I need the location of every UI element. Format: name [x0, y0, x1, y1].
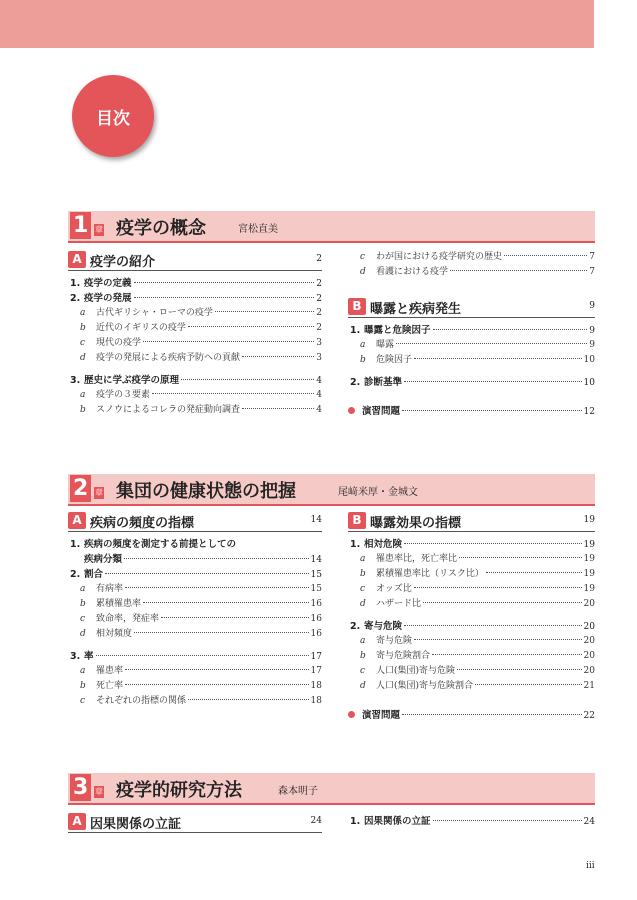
entry-text: 人口(集団)寄与危険: [376, 666, 456, 676]
toc-entry-list: [68, 276, 322, 418]
page-number: iii: [586, 861, 595, 871]
entry-page: 20: [583, 636, 595, 646]
leader-dots: [457, 669, 582, 670]
top-color-band: [0, 0, 594, 48]
entry-page: 2: [316, 323, 322, 333]
entry-index: b: [360, 569, 366, 579]
toc-entry[interactable]: [68, 373, 322, 388]
chapter-author: 森本明子: [278, 786, 318, 797]
toc-entry[interactable]: [348, 537, 595, 552]
entry-text: 診断基準: [364, 377, 403, 388]
chapter-1-header: [68, 211, 595, 243]
entry-text: 相対危険: [364, 539, 403, 550]
leader-dots: [504, 255, 587, 256]
leader-dots: [181, 379, 314, 380]
entry-index: c: [80, 338, 86, 348]
leader-dots: [486, 572, 582, 573]
leader-dots: [96, 655, 309, 656]
entry-page: 16: [310, 599, 322, 609]
entry-index: 1.: [350, 539, 361, 550]
toc-entry[interactable]: [348, 250, 595, 265]
entry-index: c: [360, 252, 366, 262]
chapter-number: 2: [70, 475, 91, 502]
section-title: 因果関係の立証: [90, 817, 182, 832]
entry-text: 寄与危険: [364, 621, 403, 632]
leader-dots: [475, 684, 582, 685]
entry-page: 4: [316, 376, 322, 386]
toc-entry[interactable]: [348, 265, 595, 280]
entry-text: 累積罹患率: [96, 599, 142, 609]
section-letter: B: [348, 512, 366, 529]
entry-page: 19: [583, 569, 595, 579]
toc-entry[interactable]: [348, 375, 595, 390]
toc-entry[interactable]: [348, 552, 595, 567]
entry-page: 20: [583, 622, 595, 632]
leader-dots: [242, 408, 314, 409]
entry-index: d: [80, 353, 86, 363]
section-title: 疾病の頻度の指標: [90, 516, 195, 531]
bullet-icon: [348, 407, 355, 414]
chapter-number: 1: [70, 212, 91, 239]
entry-text: 曝露と危険因子: [364, 325, 431, 336]
toc-entry[interactable]: [68, 403, 322, 418]
leader-dots: [404, 381, 582, 382]
entry-text: 疾病の頻度を測定する前提としての: [84, 539, 237, 550]
toc-entry[interactable]: [68, 276, 322, 291]
leader-dots: [143, 602, 309, 603]
chapter-author: 尾﨑米厚・金城文: [338, 487, 418, 498]
entry-index: c: [80, 696, 86, 706]
entry-page: 17: [310, 666, 322, 676]
toc-entry[interactable]: [68, 649, 322, 664]
toc-entry[interactable]: [348, 649, 595, 664]
toc-entry[interactable]: [348, 353, 595, 368]
toc-entry[interactable]: [68, 627, 322, 642]
entry-text: 疫学の３要素: [96, 390, 151, 400]
entry-page: 15: [310, 584, 322, 594]
toc-entry[interactable]: [348, 814, 595, 829]
toc-entry[interactable]: [348, 567, 595, 582]
entry-index: 2.: [70, 293, 81, 304]
entry-index: b: [80, 405, 86, 415]
section-title: 曝露と疾病発生: [370, 302, 462, 317]
entry-text: 有病率: [96, 584, 124, 594]
toc-entry[interactable]: [68, 306, 322, 321]
toc-entry[interactable]: [348, 664, 595, 679]
entry-text: 死亡率: [96, 681, 124, 691]
leader-dots: [459, 557, 582, 558]
entry-page: 3: [316, 338, 322, 348]
entry-text: 相対頻度: [96, 629, 133, 639]
entry-index: d: [360, 599, 366, 609]
chapter-3-header: [68, 773, 595, 805]
entry-page: 14: [310, 555, 322, 565]
entry-text: 看護における疫学: [376, 267, 449, 277]
entry-text: 現代の疫学: [96, 338, 142, 348]
entry-page: 18: [310, 696, 322, 706]
section-header[interactable]: [68, 250, 322, 271]
entry-text: 疫学の発展: [84, 293, 132, 304]
entry-index: a: [360, 554, 366, 564]
entry-index: a: [360, 636, 366, 646]
toc-entry[interactable]: [68, 336, 322, 351]
toc-entry[interactable]: [348, 634, 595, 649]
entry-page: 18: [310, 681, 322, 691]
chapter-2-right-column: [348, 511, 595, 723]
leader-dots: [433, 820, 582, 821]
section-letter: A: [68, 813, 86, 830]
toc-entry[interactable]: [68, 582, 322, 597]
entry-text: 人口(集団)寄与危険割合: [376, 681, 474, 691]
leader-dots: [105, 573, 309, 574]
entry-text: 寄与危険割合: [376, 651, 431, 661]
contents-badge: 目次: [72, 75, 154, 157]
entry-text: 因果関係の立証: [364, 816, 431, 827]
chapter-3-left-column: [68, 812, 322, 838]
toc-entry[interactable]: [68, 321, 322, 336]
entry-page: 20: [583, 666, 595, 676]
section-page: 19: [583, 515, 595, 525]
toc-entry-list: [348, 814, 595, 829]
entry-index: a: [80, 308, 86, 318]
entry-text: 寄与危険: [376, 636, 413, 646]
entry-index: 1.: [70, 278, 81, 289]
section-page: 14: [310, 515, 322, 525]
chapter-number: 3: [70, 774, 91, 801]
section-header[interactable]: [68, 511, 322, 532]
section-page: 2: [316, 254, 322, 264]
leader-dots: [404, 625, 582, 626]
entry-page: 7: [589, 252, 595, 262]
toc-entry[interactable]: [68, 351, 322, 366]
toc-entry[interactable]: [68, 612, 322, 627]
section-page: 24: [310, 816, 322, 826]
toc-entry-list: [68, 537, 322, 709]
entry-text: スノウによるコレラの発症動向調査: [96, 405, 241, 415]
entry-page: 4: [316, 390, 322, 400]
entry-index: d: [360, 267, 366, 277]
leader-dots: [188, 326, 314, 327]
leader-dots: [396, 343, 587, 344]
leader-dots: [414, 358, 582, 359]
toc-entry[interactable]: [68, 679, 322, 694]
entry-index: a: [80, 390, 86, 400]
entry-page: 19: [583, 540, 595, 550]
entry-text: 罹患率比，死亡率比: [376, 554, 458, 564]
entry-text: それぞれの指標の関係: [96, 696, 187, 706]
entry-page: 17: [310, 652, 322, 662]
toc-entry[interactable]: [68, 567, 322, 582]
section-letter: B: [348, 298, 366, 315]
leader-dots: [134, 282, 315, 283]
section-letter: A: [68, 512, 86, 529]
entry-index: 1.: [350, 816, 361, 827]
entry-page: 16: [310, 629, 322, 639]
chapter-title: 集団の健康状態の把握: [116, 481, 296, 502]
entry-index: 2.: [70, 569, 81, 580]
entry-page: 9: [589, 326, 595, 336]
bullet-icon: [348, 711, 355, 718]
entry-page: 19: [583, 554, 595, 564]
entry-text: わが国における疫学研究の歴史: [376, 252, 503, 262]
entry-page: 24: [583, 817, 595, 827]
entry-text: 疾病分類: [84, 554, 123, 565]
entry-text: ハザード比: [376, 599, 422, 609]
leader-dots: [143, 341, 314, 342]
entry-index: a: [80, 584, 86, 594]
leader-dots: [215, 311, 314, 312]
chapter-author: 宮松直美: [238, 224, 278, 235]
leader-dots: [414, 587, 582, 588]
entry-index: 3.: [70, 651, 81, 662]
leader-dots: [134, 632, 309, 633]
entry-index: b: [80, 681, 86, 691]
chapter-1-right-column: [348, 250, 595, 419]
entry-index: d: [360, 681, 366, 691]
toc-entry[interactable]: [68, 552, 322, 567]
leader-dots: [125, 684, 309, 685]
entry-text: 致命率，発症率: [96, 614, 160, 624]
entry-text: 割合: [84, 569, 104, 580]
leader-dots: [414, 639, 582, 640]
leader-dots: [242, 356, 314, 357]
entry-text: 歴史に学ぶ疫学の原理: [84, 375, 180, 386]
toc-entry[interactable]: [68, 537, 322, 552]
entry-page: 19: [583, 584, 595, 594]
entry-page: 16: [310, 614, 322, 624]
toc-entry[interactable]: [68, 291, 322, 306]
entry-page: 21: [583, 681, 595, 691]
chapter-1-left-column: [68, 250, 322, 418]
chapter-suffix: 章: [95, 225, 103, 234]
toc-entry-list: [348, 323, 595, 390]
leader-dots: [124, 558, 309, 559]
leader-dots: [423, 602, 582, 603]
entry-text: 曝露: [376, 340, 395, 350]
leader-dots: [161, 617, 309, 618]
leader-dots: [450, 270, 587, 271]
entry-text: 古代ギリシャ・ローマの疫学: [96, 308, 213, 318]
entry-text: 近代のイギリスの疫学: [96, 323, 186, 333]
toc-entry[interactable]: [348, 338, 595, 353]
entry-index: 2.: [350, 621, 361, 632]
chapter-title: 疫学的研究方法: [116, 780, 242, 801]
toc-entry[interactable]: [68, 597, 322, 612]
entry-text: 疫学の発展による疾病予防への貢献: [96, 353, 241, 363]
leader-dots: [432, 654, 582, 655]
section-title: 曝露効果の指標: [370, 516, 462, 531]
chapter-2-header: [68, 474, 595, 506]
entry-index: c: [360, 584, 366, 594]
toc-entry[interactable]: [68, 664, 322, 679]
entry-page: 7: [589, 267, 595, 277]
exercise-entry[interactable]: 演習問題 12: [348, 404, 595, 419]
entry-index: 2.: [350, 377, 361, 388]
entry-text: オッズ比: [376, 584, 412, 594]
entry-page: 9: [589, 340, 595, 350]
leader-dots: [125, 669, 309, 670]
leader-dots: [125, 587, 309, 588]
entry-index: b: [360, 355, 366, 365]
entry-page: 2: [316, 294, 322, 304]
entry-page: 20: [583, 651, 595, 661]
chapter-suffix: 章: [95, 787, 103, 796]
entry-index: c: [360, 666, 366, 676]
entry-index: a: [360, 340, 366, 350]
toc-entry-list: [348, 537, 595, 694]
entry-index: 1.: [350, 325, 361, 336]
entry-index: 1.: [70, 539, 81, 550]
exercise-entry[interactable]: 演習問題 22: [348, 708, 595, 723]
toc-entry[interactable]: [68, 694, 322, 709]
leader-dots: [134, 297, 315, 298]
entry-index: 3.: [70, 375, 81, 386]
entry-index: b: [360, 651, 366, 661]
section-title: 疫学の紹介: [90, 255, 156, 270]
chapter-title: 疫学の概念: [116, 218, 206, 239]
entry-index: b: [80, 323, 86, 333]
leader-dots: [188, 699, 309, 700]
toc-entry[interactable]: [348, 679, 595, 694]
entry-page: 4: [316, 405, 322, 415]
toc-entry[interactable]: [348, 619, 595, 634]
chapter-suffix: 章: [95, 488, 103, 497]
entry-page: 3: [316, 353, 322, 363]
toc-entry[interactable]: [348, 582, 595, 597]
entry-text: 累積罹患率比（リスク比）: [376, 569, 484, 579]
entry-text: 罹患率: [96, 666, 124, 676]
entry-index: a: [80, 666, 86, 676]
entry-page: 10: [583, 355, 595, 365]
entry-page: 20: [583, 599, 595, 609]
section-header[interactable]: [348, 297, 595, 318]
section-header[interactable]: [68, 812, 322, 833]
leader-dots: [433, 329, 588, 330]
entry-index: c: [80, 614, 86, 624]
toc-entry[interactable]: [348, 597, 595, 612]
section-letter: A: [68, 251, 86, 268]
toc-entry[interactable]: [348, 323, 595, 338]
toc-entry[interactable]: [68, 388, 322, 403]
leader-dots: [404, 543, 582, 544]
chapter-3-right-column: [348, 814, 595, 829]
entry-page: 2: [316, 279, 322, 289]
entry-text: 危険因子: [376, 355, 413, 365]
entry-page: 10: [583, 378, 595, 388]
entry-page: 15: [310, 570, 322, 580]
entry-text: 率: [84, 651, 94, 662]
section-header[interactable]: [348, 511, 595, 532]
entry-index: b: [80, 599, 86, 609]
leader-dots: [152, 393, 314, 394]
section-page: 9: [589, 301, 595, 311]
entry-index: d: [80, 629, 86, 639]
toc-entry-list: [348, 250, 595, 280]
entry-page: 2: [316, 308, 322, 318]
chapter-2-left-column: [68, 511, 322, 709]
entry-text: 疫学の定義: [84, 278, 132, 289]
